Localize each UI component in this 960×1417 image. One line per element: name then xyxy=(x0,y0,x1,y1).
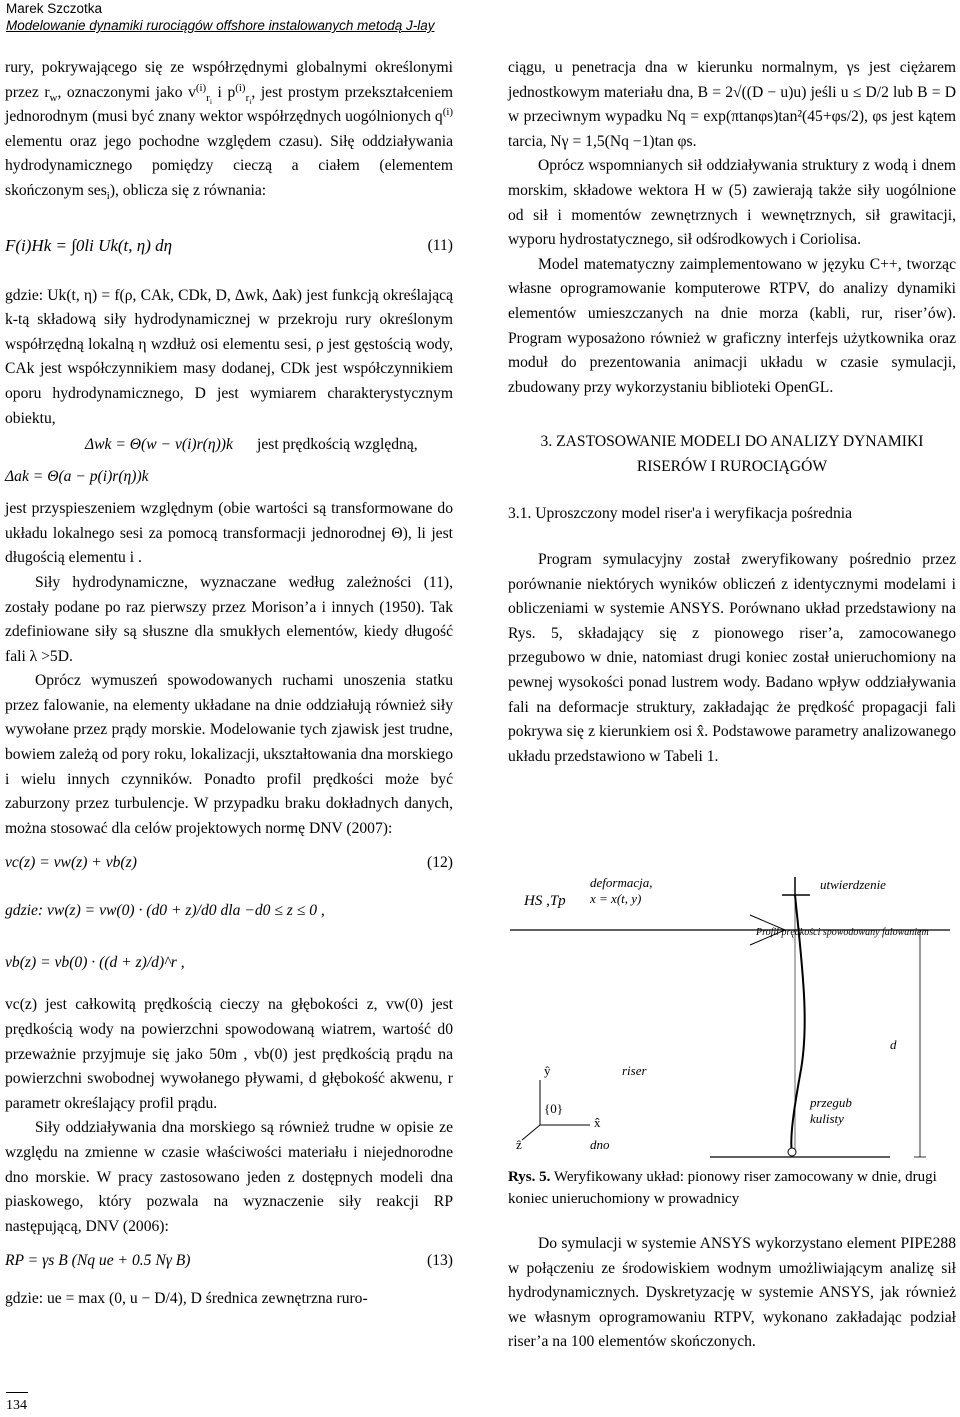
equation-12-wind: gdzie: vw(z) = vw(0) · (d0 + z)/d0 dla −d0 ≤ z ≤ 0 , xyxy=(5,902,325,920)
label-x-hat: x̂ xyxy=(594,1115,601,1130)
left-paragraph-4: Oprócz wymuszeń spowodowanych ruchami unoszenia statku przez falowanie, na elementy układane na dnie oddziałują również siły wywołane przez prądy morskie. Modelowanie tych zjawisk jest trudne, bowiem zależą od pory roku, lokalizacji, ukształtowania dna morskiego i wielu innych czynników. Ponadto profil prędkości może być zaburzony przez turbulencje. W przypadku braku dokładnych danych, można stosować dla celów projektowych normę DNV (2007): xyxy=(5,672,453,837)
page-header xyxy=(6,0,606,34)
label-deformacja: deformacja, xyxy=(590,875,653,890)
left-column xyxy=(5,56,453,1312)
left-paragraph-2c: jest przyspieszeniem względnym (obie wartości są transformowane do układu lokalnego sesi za pomocą transformacji jednorodnej Θ), li jest długością elementu i . xyxy=(5,500,453,567)
running-title: Modelowanie dynamiki rurociągów offshore instalowanych metodą J-lay xyxy=(6,18,435,33)
right-paragraph-5: Do symulacji w systemie ANSYS wykorzystano element PIPE288 w połączeniu ze środowiskiem wodnym umożliwiającym analizę sił hydrodynamicznych. Dyskretyzację w systemie ANSYS, jak również we własnym oprogramowaniu RTPV, wykonano zakładając podział riser’a na 100 elementów skończonych. xyxy=(508,1235,956,1351)
label-profil: Profil prędkości spowodowany falowaniem xyxy=(756,927,929,938)
equation-relative-velocity: Δwk = Θ(w − v(i)r(η))k jest prędkością względną, xyxy=(85,436,418,454)
label-z-hat: ẑ xyxy=(516,1137,522,1152)
left-paragraph-3: Siły hydrodynamiczne, wyznaczane według zależności (11), zostały podane po raz pierwszy przez Morison’a i innych (1950). Tak zdefiniowane siły są słuszne dla smukłych elementów, kiedy długość fali λ >5D. xyxy=(5,573,453,665)
label-utwierdzenie: utwierdzenie xyxy=(820,877,886,892)
subsection-heading-3-1: 3.1. Uproszczony model riser'a i weryfikacja pośrednia xyxy=(508,504,853,522)
right-paragraph-3: Model matematyczny zaimplementowano w języku C++, tworząc własne oprogramowanie komputerowe RTPV, do analizy dynamiki elementów umieszczanych na dnie morza (kabli, rur, riser’ów). Program wyposażono również w graficzny interfejs użytkownika oraz moduł do prezentowania animacji układu w czasie symulacji, zbudowany przy wykorzystaniu biblioteki OpenGL. xyxy=(508,255,956,396)
left-paragraph-7: gdzie: ue = max (0, u − D/4), D średnica zewnętrzna ruro- xyxy=(5,1290,368,1308)
equation-12-tide: vb(z) = vb(0) · ((d + z)/d)^r , xyxy=(5,954,185,972)
right-column xyxy=(508,56,956,769)
label-zero-set: {0} xyxy=(544,1101,563,1116)
page-number: 134 xyxy=(6,1398,27,1413)
author: Marek Szczotka xyxy=(6,1,103,16)
label-d: d xyxy=(890,1037,897,1052)
footer-rule xyxy=(6,1392,28,1393)
label-hs-tp: HS ,Tp xyxy=(524,893,566,909)
left-paragraph-2: gdzie: Uk(t, η) = f(ρ, CAk, CDk, D, Δwk, Δak) jest funkcją określającą k-tą składową siły hydrodynamicznej w przekroju rury określonym współrzędną lokalną η wzdłuż osi elementu sesi, ρ jest gęstością wody, CAk jest współczynnikiem masy dodanej, CDk jest współczynnikiem oporu hydrodynamicznego, D jest wymiarem charakterystycznym obiektu, xyxy=(5,286,453,427)
label-y-hat: ŷ xyxy=(544,1063,551,1078)
left-paragraph-6: Siły oddziaływania dna morskiego są również trudne w opisie ze względu na zmienne w czasie właściwości materiału i niejednorodne dno morskie. W pracy zastosowano jeden z dostępnych modeli dna piaskowego, który pozwala na wyznaczenie siły reakcji RP następującą, DNV (2006): xyxy=(5,1119,453,1235)
equation-13: RP = γs B (Nq ue + 0.5 Nγ B) (13) xyxy=(5,1252,453,1270)
section-heading-3: 3. ZASTOSOWANIE MODELI DO ANALIZY DYNAMIKI RISERÓW I RUROCIĄGÓW xyxy=(540,433,924,475)
left-paragraph-1: rury, pokrywającego się ze współrzędnymi globalnymi określonymi przez $r_w$, oznaczonymi jako $v^{(i)}_{r_i}$ i $p^{(i)}_{r_i}$, jest prostym przekształceniem jednorodnym (musi być znany wektor współrzędnych uogólnionych $q^{(i)}$ elementu oraz jego pochodne względem czasu). Siłę oddziaływania hydrodynamicznego pomiędzy cieczą a ciałem (elementem skończonym ses$_i$), oblicza się z równania: xyxy=(5,59,453,203)
right-column-bottom xyxy=(508,1232,956,1355)
right-paragraph-4: Program symulacyjny został zweryfikowany pośrednio przez porównanie niektórych wyników obliczeń z identycznymi modelami i obliczeniami w systemie ANSYS. Porównano układ przedstawiony na Rys. 5, składający się z pionowego riser’a, zamocowanego przegubowo w dnie, natomiast drugi koniec został unieruchomiony na pewnej wysokości ponad lustrem wody. Badano wpływ oddziaływania fali na deformacje struktury, zakładając że prędkość propagacji fali pokrywa się z kierunkiem osi x̂. Podstawowe parametry analizowanego układu przedstawiono w Tabeli 1. xyxy=(508,551,956,765)
equation-12: vc(z) = vw(z) + vb(z) (12) xyxy=(5,854,453,872)
figure-caption: Rys. 5. Weryfikowany układ: pionowy riser zamocowany w dnie, drugi koniec unieruchomiony w prowadnicy xyxy=(508,1169,937,1207)
equation-11: F(i)Hk = ∫0li Uk(t, η) dη (11) xyxy=(5,235,453,255)
equation-relative-acceleration: Δak = Θ(a − p(i)r(η))k xyxy=(5,468,149,486)
label-x-eq: x = x(t, y) xyxy=(590,891,642,906)
riser-diagram xyxy=(510,875,956,1165)
label-przegub: przegub kulisty xyxy=(810,1095,852,1126)
label-dno: dno xyxy=(590,1137,610,1152)
label-riser: riser xyxy=(622,1063,647,1078)
right-paragraph-2: Oprócz wspomnianych sił oddziaływania struktury z wodą i dnem morskim, składowe wektora H w (5) zawierają także siły uogólnione od sił i momentów zewnętrznych i wewnętrznych, sił grawitacji, wyporu hydrostatycznego, sił odśrodkowych i Coriolisa. xyxy=(508,157,956,249)
figure-5 xyxy=(510,875,956,1175)
right-paragraph-1: ciągu, u penetracja dna w kierunku normalnym, γs jest ciężarem jednostkowym materiału dna, B = 2√((D − u)u) jeśli u ≤ D/2 lub B = D w przeciwnym wypadku Nq = exp(πtanφs)tan²(45+φs/2), φs jest kątem tarcia, Nγ = 1,5(Nq −1)tan φs. xyxy=(508,59,956,150)
left-paragraph-5: vc(z) jest całkowitą prędkością cieczy na głębokości z, vw(0) jest prędkością wody na powierzchni spowodowaną wiatrem, wartość d0 przeważnie przyjmuje się jako 50m , vb(0) jest prędkością prądu na powierzchni swobodnej wywołanego pływami, d głębokość akwenu, r parametr określający profil prądu. xyxy=(5,996,453,1112)
